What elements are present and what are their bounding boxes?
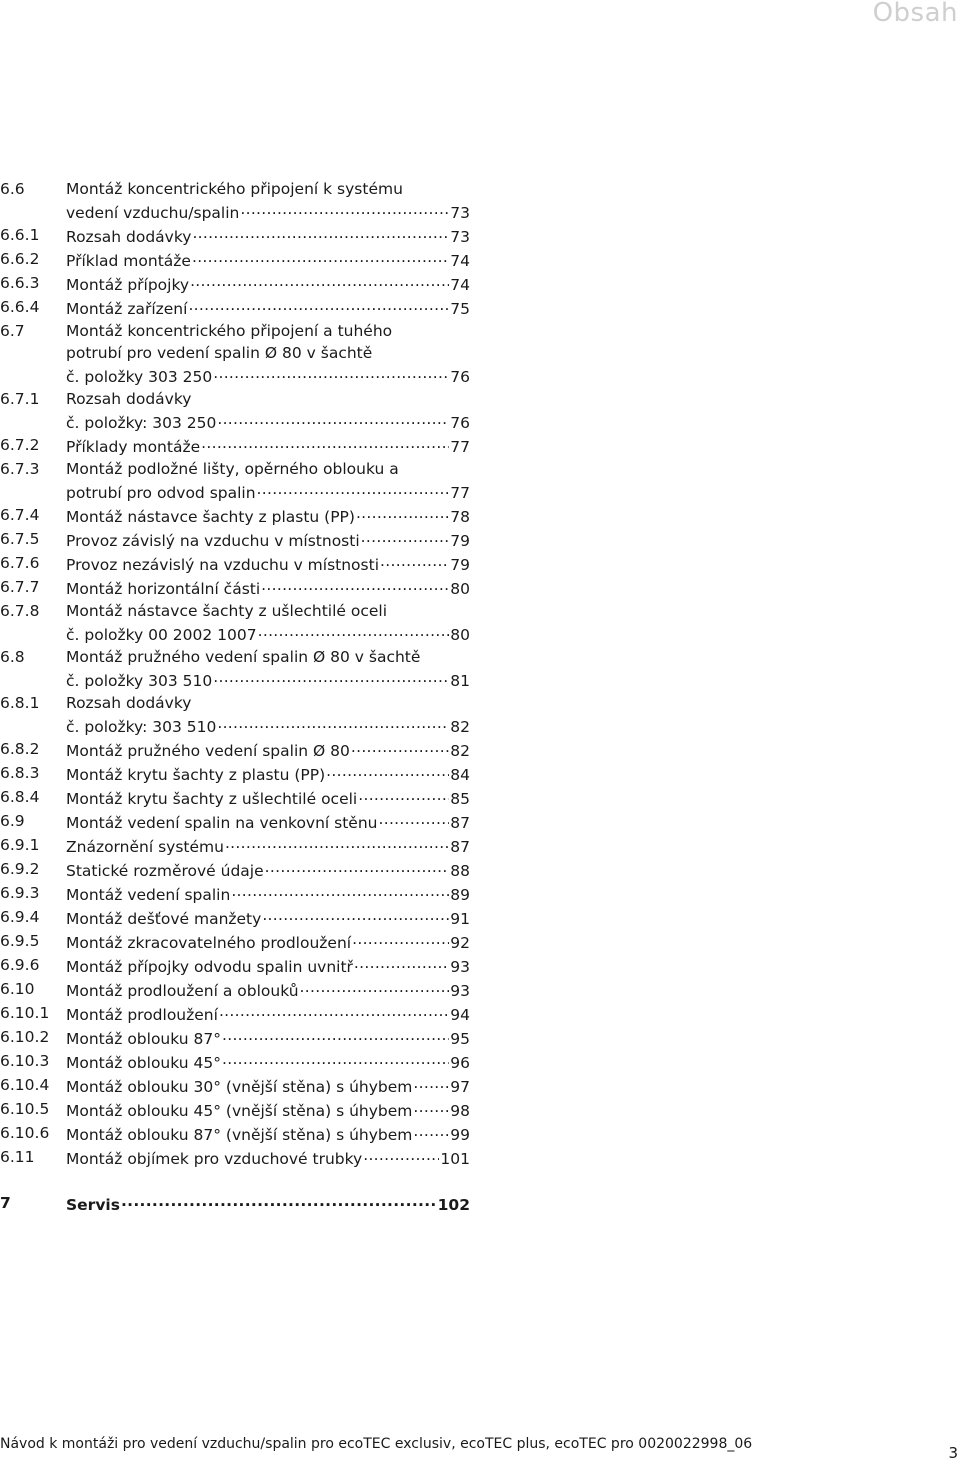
toc-entry-number: 6.8.2 [0, 739, 40, 758]
dot-leader [188, 297, 449, 314]
toc-entry[interactable] [0, 249, 470, 273]
toc-entry-number: 6.10.5 [0, 1099, 50, 1118]
toc-entry-title: Montáž nástavce šachty z plastu (PP) [66, 507, 355, 526]
dot-leader [192, 225, 449, 242]
toc-entry-page-number: 74 [450, 252, 470, 270]
dot-leader [413, 1099, 449, 1116]
toc-entry-page-number: 98 [450, 1101, 470, 1120]
toc-entry-number: 6.7.5 [0, 529, 40, 548]
toc-entry-title-line: Montáž podložné lišty, opěrného oblouku a [66, 459, 399, 478]
toc-entry-page-number: 95 [450, 1029, 470, 1048]
dot-leader [380, 553, 449, 570]
toc-entry-number: 6.9.5 [0, 931, 40, 950]
toc-entry-title: Příklad montáže [66, 252, 191, 270]
toc-entry[interactable] [0, 955, 470, 979]
toc-entry-title-line: Rozsah dodávky [66, 389, 192, 408]
dot-leader [326, 763, 449, 780]
toc-entry[interactable] [0, 601, 470, 647]
footer-document-title: Návod k montáži pro vedení vzduchu/spalin pro ecoTEC exclusiv, ecoTEC plus, ecoTEC pro 0020022998_06 [0, 1436, 753, 1452]
toc-entry-number: 6.8.3 [0, 763, 40, 782]
toc-entry[interactable] [0, 883, 470, 907]
footer-page-number: 3 [948, 1444, 958, 1462]
toc-entry-title-line: Montáž nástavce šachty z ušlechtilé oceli [66, 601, 388, 620]
toc-entry[interactable] [0, 647, 470, 693]
toc-entry-title: Statické rozměrové údaje [66, 861, 264, 880]
toc-entry-number: 6.6.2 [0, 249, 40, 268]
toc-entry[interactable] [0, 529, 470, 553]
toc-entry-number: 6.9.3 [0, 883, 40, 902]
toc-entry-title-line: Montáž pružného vedení spalin Ø 80 v šachtě [66, 647, 421, 666]
toc-entry-title: Montáž oblouku 87° (vnější stěna) s úhybem [66, 1125, 413, 1144]
toc-entry-title: Provoz nezávislý na vzduchu v místnosti [66, 555, 380, 574]
toc-entry-page-number: 79 [450, 555, 470, 574]
toc-entry-page-number: 79 [450, 531, 470, 550]
toc-entry-page-number: 102 [437, 1195, 470, 1214]
toc-entry-number: 6.7.6 [0, 553, 40, 572]
toc-entry-page-number: 85 [450, 789, 470, 808]
toc-entry-number: 6.8 [0, 647, 25, 666]
toc-entry-page-number: 76 [450, 413, 470, 432]
toc-chapter-entry[interactable] [0, 1193, 470, 1217]
toc-entry-number: 6.10.6 [0, 1123, 50, 1142]
toc-entry-number: 6.9.2 [0, 859, 40, 878]
dot-leader [121, 1193, 437, 1210]
dot-leader [222, 1051, 449, 1068]
toc-entry[interactable] [0, 787, 470, 811]
toc-entry[interactable] [0, 273, 470, 297]
toc-entry-number: 6.10.3 [0, 1051, 50, 1070]
toc-entry-page-number: 81 [450, 671, 470, 690]
toc-entry-page-number: 101 [440, 1149, 470, 1168]
section-title: Obsah [872, 0, 958, 28]
dot-leader [354, 955, 449, 972]
toc-entry-page-number: 91 [450, 909, 470, 928]
toc-entry-page-number: 87 [450, 837, 470, 856]
toc-entry-number: 7 [0, 1193, 11, 1212]
toc-entry[interactable] [0, 1027, 470, 1051]
dot-leader [217, 411, 449, 428]
toc-entry-page-number: 93 [450, 957, 470, 976]
toc-entry-page-number: 92 [450, 933, 470, 952]
toc-entry-number: 6.6.3 [0, 273, 40, 292]
toc-entry[interactable] [0, 979, 470, 1003]
toc-entry[interactable] [0, 1051, 470, 1075]
toc-entry-page-number: 74 [450, 276, 470, 294]
toc-entry-number: 6.7.2 [0, 435, 40, 454]
toc-entry-title: Montáž prodloužení a oblouků [66, 981, 299, 1000]
toc-entry[interactable] [0, 1147, 470, 1171]
toc-entry-page-number: 80 [450, 579, 470, 598]
toc-entry-title: Montáž zařízení [66, 300, 188, 318]
toc-entry-number: 6.8.1 [0, 693, 40, 712]
toc-entry-page-number: 96 [450, 1053, 470, 1072]
toc-entry-page-number: 94 [450, 1005, 470, 1024]
toc-entry[interactable] [0, 321, 470, 389]
toc-entry-title: Montáž oblouku 87° [66, 1029, 221, 1048]
toc-entry-number: 6.7 [0, 321, 25, 340]
toc-entry-title: Montáž dešťové manžety [66, 909, 262, 928]
toc-entry-number: 6.9 [0, 811, 25, 830]
dot-leader [222, 1027, 449, 1044]
toc-entry[interactable] [0, 1075, 470, 1099]
dot-leader [413, 1075, 449, 1092]
toc-entry[interactable] [0, 577, 470, 601]
dot-leader [225, 835, 449, 852]
toc-entry-number: 6.9.1 [0, 835, 40, 854]
toc-entry[interactable] [0, 179, 470, 225]
toc-entry-number: 6.7.7 [0, 577, 40, 596]
toc-entry[interactable] [0, 225, 470, 249]
dot-leader [351, 739, 449, 756]
toc-entry[interactable] [0, 835, 470, 859]
dot-leader [257, 481, 450, 498]
toc-entry-page-number: 80 [450, 625, 470, 644]
dot-leader [201, 435, 449, 452]
toc-entry-number: 6.9.6 [0, 955, 40, 974]
toc-entry-title: č. položky: 303 510 [66, 717, 217, 736]
dot-leader [240, 201, 449, 218]
toc-entry-title: Montáž oblouku 30° (vnější stěna) s úhybem [66, 1077, 413, 1096]
toc-entry-number: 6.7.3 [0, 459, 40, 478]
toc-entry-number: 6.10 [0, 979, 35, 998]
toc-entry-title: Montáž objímek pro vzduchové trubky [66, 1149, 363, 1168]
toc-entry-title-line: potrubí pro vedení spalin Ø 80 v šachtě [66, 343, 373, 362]
toc-entry[interactable] [0, 1099, 470, 1123]
toc-entry-page-number: 88 [450, 861, 470, 880]
toc-entry-title: vedení vzduchu/spalin [66, 204, 240, 222]
toc-entry-title: Montáž přípojky [66, 276, 190, 294]
toc-entry-number: 6.10.4 [0, 1075, 50, 1094]
toc-entry-page-number: 82 [450, 741, 470, 760]
toc-entry-page-number: 73 [450, 204, 470, 222]
toc-entry[interactable] [0, 693, 470, 739]
dot-leader [358, 787, 449, 804]
toc-entry-number: 6.7.4 [0, 505, 40, 524]
toc-entry-page-number: 89 [450, 885, 470, 904]
toc-entry[interactable] [0, 553, 470, 577]
toc-entry[interactable] [0, 505, 470, 529]
dot-leader [262, 907, 449, 924]
toc-entry-page-number: 77 [450, 437, 470, 456]
toc-entry-page-number: 73 [450, 228, 470, 246]
toc-entry-title: č. položky: 303 250 [66, 413, 217, 432]
toc-entry-page-number: 76 [450, 367, 470, 386]
toc-entry-number: 6.6.4 [0, 297, 40, 316]
toc-entry-page-number: 84 [450, 765, 470, 784]
toc-entry-title: Montáž vedení spalin na venkovní stěnu [66, 813, 378, 832]
toc-entry-number: 6.6.1 [0, 225, 40, 244]
dot-leader [213, 365, 449, 382]
toc-entry-number: 6.8.4 [0, 787, 40, 806]
toc-entry-page-number: 93 [450, 981, 470, 1000]
dot-leader [379, 811, 450, 828]
toc-entry-title: Příklady montáže [66, 437, 201, 456]
toc-entry-title: Provoz závislý na vzduchu v místnosti [66, 531, 360, 550]
toc-entry-page-number: 75 [450, 300, 470, 318]
toc-entry[interactable] [0, 1003, 470, 1027]
dot-leader [261, 577, 449, 594]
toc-entry[interactable] [0, 931, 470, 955]
dot-leader [356, 505, 449, 522]
toc-entry-page-number: 99 [450, 1125, 470, 1144]
dot-leader [352, 931, 449, 948]
toc-entry[interactable] [0, 1123, 470, 1147]
toc-entry-title: Montáž krytu šachty z plastu (PP) [66, 765, 326, 784]
toc-entry[interactable] [0, 907, 470, 931]
dot-leader [363, 1147, 439, 1164]
dot-leader [192, 249, 449, 266]
toc-entry-title: potrubí pro odvod spalin [66, 483, 256, 502]
toc-entry[interactable] [0, 739, 470, 763]
toc-entry[interactable] [0, 389, 470, 435]
toc-entry[interactable] [0, 859, 470, 883]
toc-entry-page-number: 97 [450, 1077, 470, 1096]
toc-entry-number: 6.10.1 [0, 1003, 50, 1022]
table-of-contents [0, 179, 470, 1217]
toc-entry-title: Montáž oblouku 45° [66, 1053, 221, 1072]
toc-entry-title: Montáž pružného vedení spalin Ø 80 [66, 741, 350, 760]
toc-entry-title-line: Rozsah dodávky [66, 693, 192, 712]
dot-leader [361, 529, 450, 546]
dot-leader [213, 669, 449, 686]
toc-entry-number: 6.10.2 [0, 1027, 50, 1046]
toc-entry-title: Montáž prodloužení [66, 1005, 218, 1024]
toc-entry-title: č. položky 303 250 [66, 367, 213, 386]
toc-entry-title: Montáž krytu šachty z ušlechtilé oceli [66, 789, 358, 808]
toc-entry-title: Montáž zkracovatelného prodloužení [66, 933, 352, 952]
toc-entry[interactable] [0, 763, 470, 787]
toc-entry-title: č. položky 00 2002 1007 [66, 625, 257, 644]
toc-entry-number: 6.7.1 [0, 389, 40, 408]
toc-entry-title-line: Montáž koncentrického připojení a tuhého [66, 321, 393, 340]
toc-entry-title: Montáž horizontální části [66, 579, 261, 598]
toc-entry-title: č. položky 303 510 [66, 671, 213, 690]
dot-leader [231, 883, 449, 900]
toc-entry-number: 6.7.8 [0, 601, 40, 620]
toc-entry[interactable] [0, 435, 470, 459]
dot-leader [300, 979, 450, 996]
toc-entry-page-number: 78 [450, 507, 470, 526]
toc-entry-title: Montáž vedení spalin [66, 885, 231, 904]
toc-entry-number: 6.11 [0, 1147, 35, 1166]
toc-entry-title: Montáž oblouku 45° (vnější stěna) s úhybem [66, 1101, 413, 1120]
toc-entry[interactable] [0, 459, 470, 505]
toc-entry-title: Servis [66, 1195, 120, 1214]
toc-entry-page-number: 87 [450, 813, 470, 832]
toc-entry-title: Montáž přípojky odvodu spalin uvnitř [66, 957, 353, 976]
toc-entry-number: 6.9.4 [0, 907, 40, 926]
dot-leader [217, 715, 449, 732]
toc-entry[interactable] [0, 811, 470, 835]
toc-entry-title: Rozsah dodávky [66, 228, 192, 246]
toc-entry[interactable] [0, 297, 470, 321]
toc-entry-title: Znázornění systému [66, 837, 224, 856]
toc-entry-page-number: 82 [450, 717, 470, 736]
toc-entry-number: 6.6 [0, 180, 25, 198]
toc-entry-title-line: Montáž koncentrického připojení k systému [66, 180, 403, 198]
toc-entry-page-number: 77 [450, 483, 470, 502]
dot-leader [258, 623, 450, 640]
dot-leader [190, 273, 449, 290]
dot-leader [413, 1123, 449, 1140]
dot-leader [219, 1003, 449, 1020]
dot-leader [265, 859, 450, 876]
